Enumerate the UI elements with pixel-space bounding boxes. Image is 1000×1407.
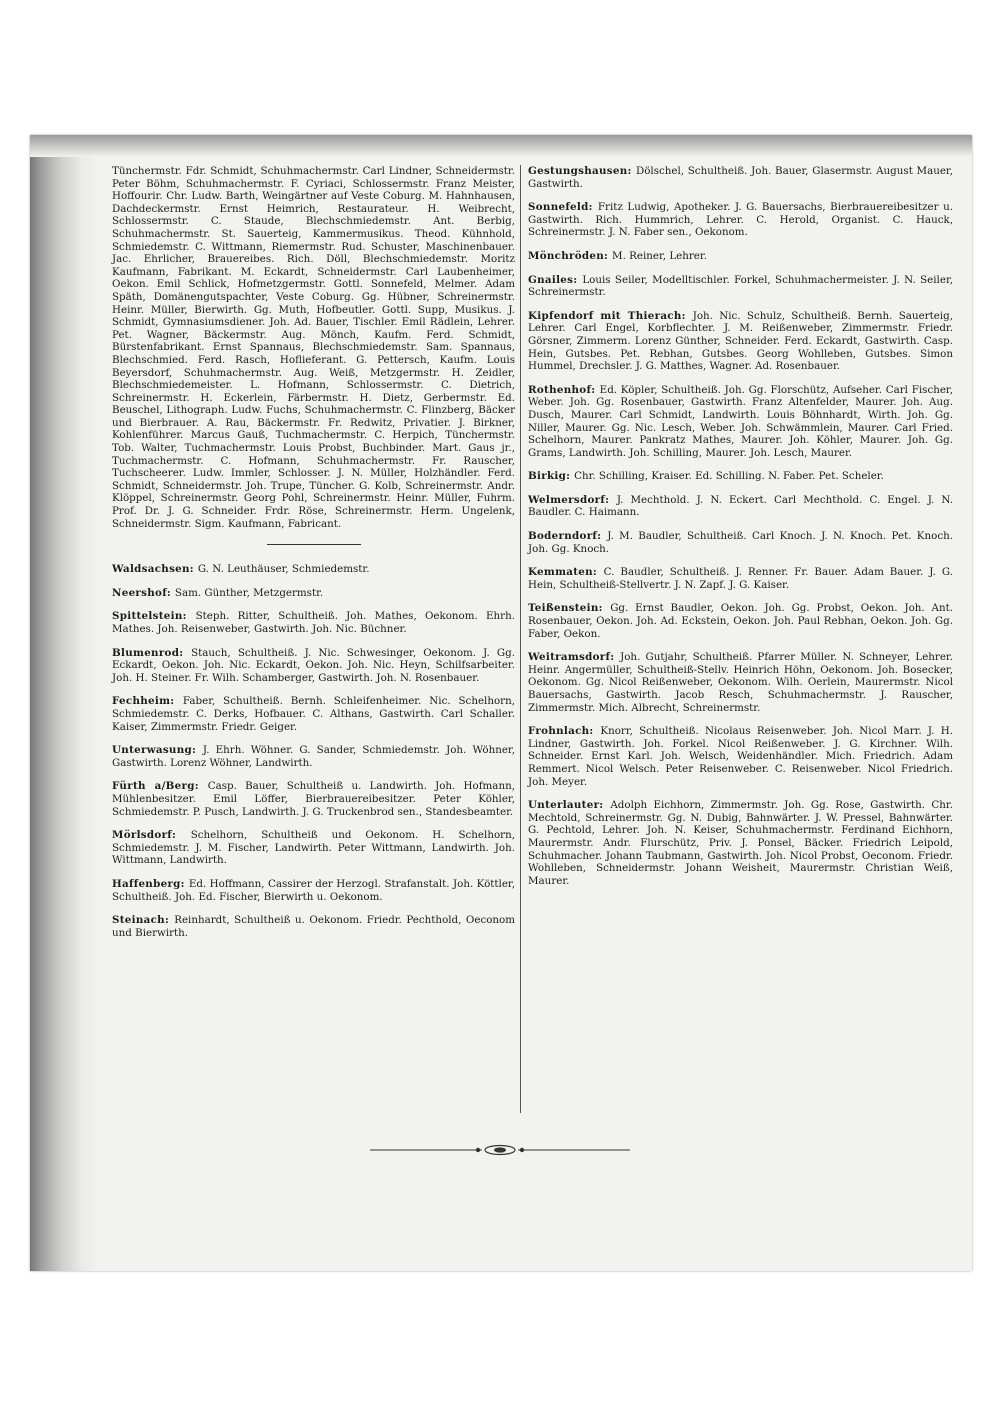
place-name: Welmersdorf: xyxy=(528,493,610,506)
entry-moerlsdorf xyxy=(112,829,515,867)
section-separator xyxy=(267,544,361,545)
entry-welmersdorf xyxy=(528,494,953,519)
place-name: Spittelstein: xyxy=(112,610,187,623)
entry-text: Reinhardt, Schultheiß u. Oekonom. Friedr. Pechthold, Oeconom und Bierwirth. xyxy=(112,914,515,939)
entry-text: Steph. Ritter, Schultheiß. Joh. Mathes, Oekonom. Ehrh. Mathes. Joh. Reisenweber, Gastwirth. Joh. Nic. Büchner. xyxy=(112,610,515,635)
entry-text: Chr. Schilling, Kraiser. Ed. Schilling. N. Faber. Pet. Scheler. xyxy=(574,470,884,483)
column-divider xyxy=(520,165,521,1113)
entry-text: M. Reiner, Lehrer. xyxy=(612,249,707,262)
place-name: Sonnefeld: xyxy=(528,201,593,214)
entry-text: Faber, Schultheiß. Bernh. Schleifenheimer. Nic. Schelhorn, Schmiedemstr. C. Derks, Hofbauer. C. Althans, Gastwirth. Carl Schaller. Kaiser, Zimmermstr. Friedr. Geiger. xyxy=(112,695,515,733)
entry-frohnlach xyxy=(528,725,953,788)
entry-gnailes xyxy=(528,274,953,299)
entry-waldsachsen xyxy=(112,563,515,576)
entry-sonnefeld xyxy=(528,201,953,239)
place-name: Birkig: xyxy=(528,470,571,483)
place-name: Unterlauter: xyxy=(528,799,604,812)
book-spine-shadow xyxy=(30,135,100,1271)
place-name: Haffenberg: xyxy=(112,877,185,890)
entry-text: J. Ehrh. Wöhner. G. Sander, Schmiedemstr. Joh. Wöhner, Gastwirth. Lorenz Wöhner, Landwirth. xyxy=(112,744,515,769)
entry-text: C. Baudler, Schultheiß. J. Renner. Fr. Bauer. Adam Bauer. J. G. Hein, Schultheiß-Stellvertr. J. N. Zapf. J. G. Kaiser. xyxy=(528,566,953,591)
entry-text: Knorr, Schultheiß. Nicolaus Reisenweber. Joh. Nicol Marr. J. H. Lindner, Gastwirth. Joh. Forkel. Nicol Reißenweber. J. G. Kirchner. Wilh. Schneider. Ernst Karl. Joh. Welsch, Weidenhändler. Mich. Friedrich. Adam Remmert. Nicol Welsch. Peter Reisenweber. C. Reisenweber. Nicol Friedrich. Joh. Meyer. xyxy=(528,725,953,788)
entry-text: G. N. Leuthäuser, Schmiedemstr. xyxy=(197,563,370,576)
entry-text: Gg. Ernst Baudler, Oekon. Joh. Gg. Probst, Oekon. Joh. Ant. Rosenbauer, Oekon. Joh. Ad. Eckstein, Oekon. Joh. Paul Rebhan, Oekon. Joh. Gg. Faber, Oekon. xyxy=(528,602,954,640)
entry-text: Ed. Köpler, Schultheiß. Joh. Gg. Florschütz, Aufseher. Carl Fischer, Weber. Joh. Gg. Rosenbauer, Gastwirth. Franz Altenfelder, Maurer. Joh. Aug. Dusch, Maurer. Carl Schmidt, Landwirth. Louis Böhnhardt, Wirth. Joh. Gg. Niller, Maurer. Gg. Nic. Lesch, Weber. Joh. Schwämmlein, Maurer. Carl Fried. Schelhorn, Maurer. Pankratz Mathes, Maurer. Joh. Köhler, Maurer. Joh. Gg. Grams, Landwirth. Joh. Schilling, Maurer. Joh. Lesch, Maurer. xyxy=(528,383,953,459)
place-name: Gnailes: xyxy=(528,273,578,286)
place-name: Weitramsdorf: xyxy=(528,651,615,664)
place-name: Mönchröden: xyxy=(528,249,609,262)
entry-steinach xyxy=(112,914,515,939)
entry-gestungshausen xyxy=(528,165,953,190)
scanned-page xyxy=(30,135,972,1271)
place-name: Blumenrod: xyxy=(112,646,184,659)
place-name: Neershof: xyxy=(112,586,172,599)
entry-kemmaten xyxy=(528,566,953,591)
entry-haffenberg xyxy=(112,878,515,903)
entry-text: Stauch, Schultheiß. J. Nic. Schwesinger, Oekonom. J. Gg. Eckardt, Oekon. Joh. Nic. Eckardt, Oekon. Joh. Nic. Heyn, Schilfsarbeiter. Joh. H. Steiner. Fr. Wilh. Schamberger, Gastwirth. Joh. N. Rosenbauer. xyxy=(112,646,515,684)
left-column xyxy=(112,165,515,950)
place-name: Rothenhof: xyxy=(528,383,596,396)
place-name: Gestungshausen: xyxy=(528,165,632,177)
place-name: Teißenstein: xyxy=(528,602,603,615)
entry-weitramsdorf xyxy=(528,651,953,714)
entry-fechheim xyxy=(112,695,515,733)
entry-text: Dölschel, Schultheiß. Joh. Bauer, Glasermstr. August Mauer, Gastwirth. xyxy=(528,165,953,190)
entry-blumenrod xyxy=(112,647,515,685)
entry-text: Louis Seiler, Modelltischler. Forkel, Schuhmachermeister. J. N. Seiler, Schreinermstr. xyxy=(528,273,954,299)
entry-birkig xyxy=(528,470,953,483)
place-name: Unterwasung: xyxy=(112,744,197,757)
entry-text: Schelhorn, Schultheiß und Oekonom. H. Schelhorn, Schmiedemstr. J. M. Fischer, Landwirth. Peter Wittmann, Landwirth. Joh. Wittmann, Landwirth. xyxy=(112,829,515,867)
entry-text: Sam. Günther, Metzgermstr. xyxy=(174,586,324,599)
place-name: Kipfendorf mit Thierach: xyxy=(528,309,686,322)
entry-text: Fritz Ludwig, Apotheker. J. G. Bauersachs, Bierbrauereibesitzer u. Gastwirth. Rich. Hummrich, Lehrer. C. Herold, Organist. C. Hauck, Schreinermstr. J. N. Faber sen., Oekonom. xyxy=(528,201,953,239)
entry-rothenhof xyxy=(528,384,953,460)
top-edge-shadow xyxy=(30,135,972,157)
entry-text: Joh. Nic. Schulz, Schultheiß. Bernh. Sauerteig, Lehrer. Carl Engel, Korbflechter. J. M. Reißenweber, Zimmermstr. Friedr. Görsner, Zimmerm. Lorenz Günther, Schneider. Ferd. Eckardt, Gastwirth. Casp. Hein, Gutsbes. Pet. Rebhan, Gutsbes. Georg Wohlleben, Gutsbes. Simon Hummel, Drechsler. J. G. Matthes, Wagner. Ad. Rosenbauer. xyxy=(528,309,953,373)
continuation-paragraph: Tünchermstr. Fdr. Schmidt, Schuhmachermstr. Carl Lindner, Schneidermstr. Peter Böhm, Schuhmachermstr. F. Cyriaci, Schlossermstr. Franz Meister, Hoffourir. Chr. Ludw. Barth, Weingärtner auf Veste Coburg. M. Hahnhausen, Dachdeckermstr. Ernst Heimrich, Restaurateur. H. Weibrecht, Schlossermstr. C. Staude, Blechschmiedemstr. Ant. Berbig, Schuhmachermstr. St. Sauerteig, Kammermusikus. Theod. Kühnhold, Schmiedemstr. C. Wittmann, Riemermstr. Rud. Schuster, Maschinenbauer. Jac. Ehrlicher, Brauereibes. Rich. Döll, Blechschmiedemstr. Moritz Kaufmann, Fabrikant. M. Eckardt, Schneidermstr. Carl Laubenheimer, Oekon. Emil Schlick, Hofmetzgermstr. Gottl. Sonnefeld, Melmer. Adam Späth, Domänengutspachter, Veste Coburg. Gg. Hübner, Schreinermstr. Heinr. Müller, Bierwirth. Gg. Muth, Hofbeutler. Gottl. Supp, Musikus. J. Schmidt, Gymnasiumsdiener. Joh. Ad. Bauer, Tischler. Emil Rädlein, Lehrer. Pet. Wagner, Bäckermstr. Aug. Mönch, Kaufm. Ferd. Schmidt, Bürstenfabrikant. Ernst Spannaus, Blechschmiedemstr. Sam. Spannaus, Blechschmied. Ferd. Rasch, Hoflieferant. G. Pettersch, Kaufm. Louis Beyersdorf, Schuhmachermstr. Aug. Weiß, Metzgermstr. H. Zeidler, Blechschmiedemeister. L. Hofmann, Schlossermstr. C. Dietrich, Schreinermstr. H. Eckerlein, Färbermstr. H. Dietz, Gerbermstr. Ed. Beuschel, Lithograph. Ludw. Fuchs, Schuhmachermstr. C. Flinzberg, Bäcker und Bierbrauer. A. Rau, Bäckermstr. Fr. Redwitz, Privatier. J. Birkner, Kohlenführer. Marcus Gauß, Tuchmachermstr. C. Herpich, Tünchermstr. Tob. Walter, Tuchmachermstr. Louis Probst, Buchbinder. Mart. Gaus jr., Tuchmachermstr. C. Hofmann, Schuhmachermstr. Fr. Rauscher, Tuchscheerer. Ludw. Immler, Schlosser. J. N. Müller, Holzhändler. Ferd. Schmidt, Schneidermstr. Joh. Trupe, Tüncher. G. Kolb, Schreinermstr. Andr. Klöppel, Schreinermstr. Georg Pohl, Schreinermstr. Heinr. Müller, Fuhrm. Prof. Dr. J. G. Schneider. Frdr. Röse, Schreinermstr. Herm. Ungelenk, Schneidermstr. Sigm. Kaufmann, Fabricant. xyxy=(112,165,515,530)
entry-kipfendorf xyxy=(528,310,953,373)
place-name: Fürth a/Berg: xyxy=(112,780,199,793)
place-name: Waldsachsen: xyxy=(112,563,194,576)
right-column xyxy=(528,165,953,898)
entry-text: Casp. Bauer, Schultheiß u. Landwirth. Joh. Hofmann, Mühlenbesitzer. Emil Löffer, Bierbrauereibesitzer. Peter Köhler, Schmiedemstr. P. Pusch, Landwirth. J. G. Truckenbrod sen., Standesbeamter. xyxy=(112,780,515,818)
place-name: Mörlsdorf: xyxy=(112,829,177,842)
ornamental-rule xyxy=(370,1143,630,1157)
entry-text: Adolph Eichhorn, Zimmermstr. Joh. Gg. Rose, Gastwirth. Chr. Mechtold, Schreinermstr. Gg. N. Dubig, Bahnwärter. J. W. Pressel, Bahnwärter. G. Pechtold, Lehrer. Joh. N. Keiser, Schuhmachermstr. Ferdinand Eichhorn, Maurermstr. Andr. Flurschütz, Priv. J. Ponsel, Bäcker. Friedrich Leipold, Schuhmacher. Johann Taubmann, Gastwirth. Joh. Nicol Probst, Oeconom. Friedr. Wohlleben, Schneidermstr. Johann Weisheit, Maurermstr. Christian Weiß, Maurer. xyxy=(528,799,953,887)
entry-boderndorf xyxy=(528,530,953,555)
place-name: Steinach: xyxy=(112,914,170,927)
place-name: Frohnlach: xyxy=(528,725,594,738)
entry-unterwasung xyxy=(112,744,515,769)
entry-text: Joh. Gutjahr, Schultheiß. Pfarrer Müller. N. Schneyer, Lehrer. Heinr. Angermüller, Schultheiß-Stellv. Heinrich Höhn, Oekonom. Joh. Bosecker, Oekonom. Gg. Nicol Reißenweber, Oekonom. Wilh. Oerlein, Maurermstr. Nicol Bauersachs, Gastwirth. Jacob Resch, Schuhmachermstr. J. Rauscher, Zimmermstr. Mich. Albrecht, Schreinermstr. xyxy=(528,651,953,714)
entry-teissenstein xyxy=(528,602,953,640)
entry-neershof xyxy=(112,587,515,600)
entry-moenchroeden xyxy=(528,250,953,263)
entry-text: Ed. Hoffmann, Cassirer der Herzogl. Strafanstalt. Joh. Köttler, Schultheiß. Joh. Ed. Fischer, Bierwirth u. Oekonom. xyxy=(112,877,515,903)
entry-text: J. Mechthold. J. N. Eckert. Carl Mechthold. C. Engel. J. N. Baudler. C. Haimann. xyxy=(528,493,953,519)
place-name: Kemmaten: xyxy=(528,566,598,579)
place-name: Fechheim: xyxy=(112,695,175,708)
entry-spittelstein xyxy=(112,610,515,635)
entry-unterlauter xyxy=(528,799,953,887)
entry-text: J. M. Baudler, Schultheiß. Carl Knoch. J. N. Knoch. Pet. Knoch. Joh. Gg. Knoch. xyxy=(528,530,953,555)
entry-fuerth-a-berg xyxy=(112,780,515,818)
place-name: Boderndorf: xyxy=(528,530,602,543)
